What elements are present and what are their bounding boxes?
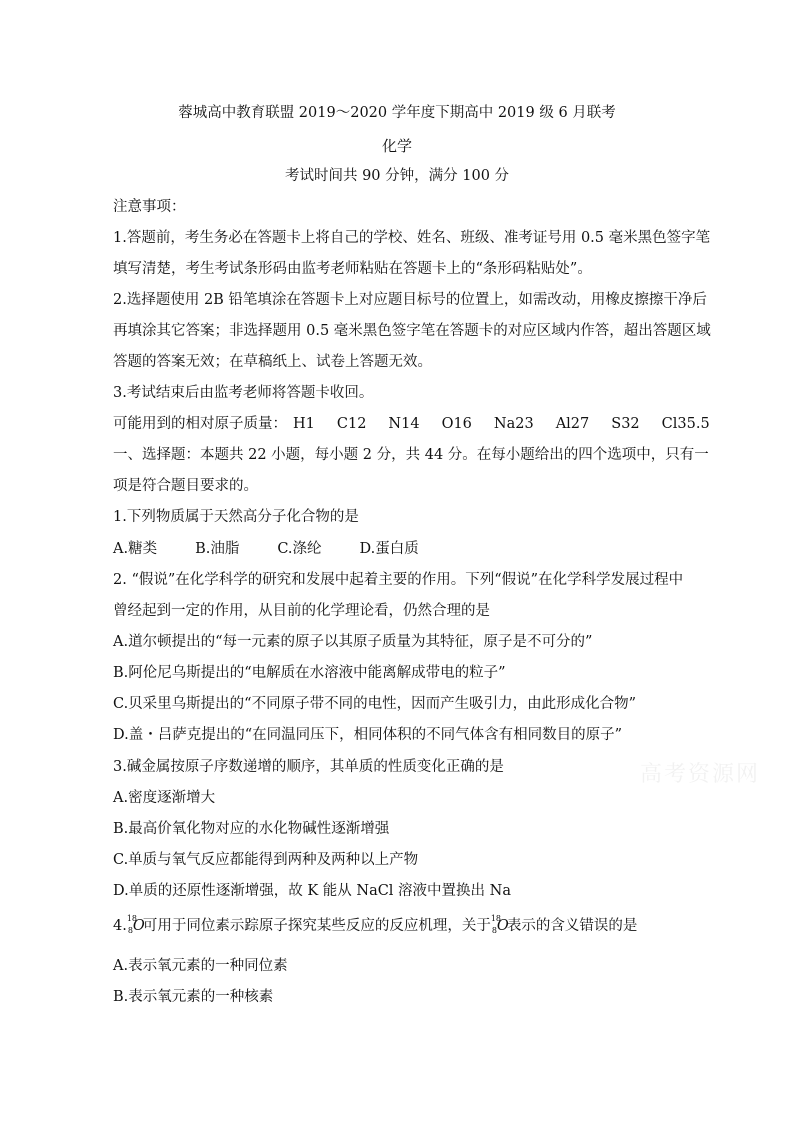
note-1-line-1: 1.答题前，考生务必在答题卡上将自己的学校、姓名、班级、准考证号用 0.5 毫米黑色签字笔 xyxy=(113,230,711,246)
q2-option-c: C.贝采里乌斯提出的“不同原子带不同的电性，因而产生吸引力，由此形成化合物” xyxy=(113,696,637,712)
q1-options xyxy=(113,539,457,559)
section1-line-2: 项是符合题目要求的。 xyxy=(113,478,258,494)
q2-stem-line-2: 曾经起到一定的作用，从目前的化学理论看，仍然合理的是 xyxy=(113,603,490,619)
isotope-mass-number: 18 xyxy=(126,914,138,923)
exam-title: 蓉城高中教育联盟 2019～2020 学年度下期高中 2019 级 6 月联考 xyxy=(178,105,616,121)
q3-stem: 3.碱金属按原子序数递增的顺序，其单质的性质变化正确的是 xyxy=(113,759,504,775)
note-2-line-2: 再填涂其它答案；非选择题用 0.5 毫米黑色签字笔在答题卡的对应区域内作答，超出答题区域 xyxy=(113,323,711,339)
subject-title: 化学 xyxy=(381,137,412,155)
q4-option-a: A.表示氧元素的一种同位素 xyxy=(113,958,288,974)
isotope-notation xyxy=(491,916,507,936)
note-2-line-3: 答题的答案无效；在草稿纸上、试卷上答题无效。 xyxy=(113,354,432,370)
q4-number: 4. xyxy=(113,918,127,934)
note-1-line-2: 填写清楚，考生考试条形码由监考老师粘贴在答题卡上的“条形码粘贴处”。 xyxy=(113,261,592,277)
atomic-masses xyxy=(113,414,732,434)
atomic-mass-item: O16 xyxy=(441,416,472,432)
atomic-mass-item: C12 xyxy=(336,416,367,432)
q3-option-a: A.密度逐渐增大 xyxy=(113,790,216,806)
atomic-mass-item: S32 xyxy=(611,416,640,432)
q3-option-c: C.单质与氧气反应都能得到两种及两种以上产物 xyxy=(113,852,419,868)
q1-option-d: D.蛋白质 xyxy=(359,541,419,557)
q1-option-b: B.油脂 xyxy=(195,541,240,557)
q1-option-c: C.涤纶 xyxy=(277,541,322,557)
notes-heading: 注意事项： xyxy=(113,199,186,215)
q4-stem-part-2: 表示的含义错误的是 xyxy=(506,918,638,934)
atomic-masses-label: 可能用到的相对原子质量： xyxy=(113,416,287,432)
atomic-mass-item: Al27 xyxy=(555,416,590,432)
q1-stem: 1.下列物质属于天然高分子化合物的是 xyxy=(113,509,359,525)
atomic-mass-item: Na23 xyxy=(493,416,534,432)
q3-option-d: D.单质的还原性逐渐增强，故 K 能从 NaCl 溶液中置换出 Na xyxy=(113,883,511,899)
q1-option-a: A.糖类 xyxy=(113,541,158,557)
exam-info: 考试时间共 90 分钟，满分 100 分 xyxy=(284,168,510,184)
isotope-mass-number: 18 xyxy=(490,914,502,923)
q3-option-b: B.最高价氧化物对应的水化物碱性逐渐增强 xyxy=(113,821,390,837)
q4-stem-part-1: 可用于同位素示踪原子探究某些反应的反应机理，关于 xyxy=(142,918,491,934)
note-2-line-1: 2.选择题使用 2B 铅笔填涂在答题卡上对应题目标号的位置上，如需改动，用橡皮擦擦干净后 xyxy=(113,292,707,308)
isotope-atomic-number: 8 xyxy=(491,926,497,935)
isotope-atomic-number: 8 xyxy=(127,926,133,935)
q4-stem xyxy=(113,916,637,936)
q2-option-a: A.道尔顿提出的“每一元素的原子以其原子质量为其特征，原子是不可分的” xyxy=(113,634,593,650)
q4-option-b: B.表示氧元素的一种核素 xyxy=(113,989,274,1005)
isotope-notation xyxy=(127,916,143,936)
isotope-symbol: O xyxy=(496,918,509,934)
atomic-mass-item: H1 xyxy=(293,416,315,432)
note-3: 3.考试结束后由监考老师将答题卡收回。 xyxy=(113,385,374,401)
q2-stem-line-1: 2. “假说”在化学科学的研究和发展中起着主要的作用。下列“假说”在化学科学发展过程中 xyxy=(113,572,684,588)
isotope-symbol: O xyxy=(132,918,145,934)
q2-option-b: B.阿伦尼乌斯提出的“电解质在水溶液中能离解成带电的粒子” xyxy=(113,665,506,681)
atomic-mass-item: Cl35.5 xyxy=(661,416,710,432)
q2-option-d: D.盖・吕萨克提出的“在同温同压下，相同体积的不同气体含有相同数目的原子” xyxy=(113,727,623,743)
watermark: 高考资源网 xyxy=(640,762,761,787)
atomic-mass-item: N14 xyxy=(388,416,420,432)
section1-line-1: 一、选择题：本题共 22 小题，每小题 2 分，共 44 分。在每小题给出的四个选项中，只有一 xyxy=(113,447,709,463)
